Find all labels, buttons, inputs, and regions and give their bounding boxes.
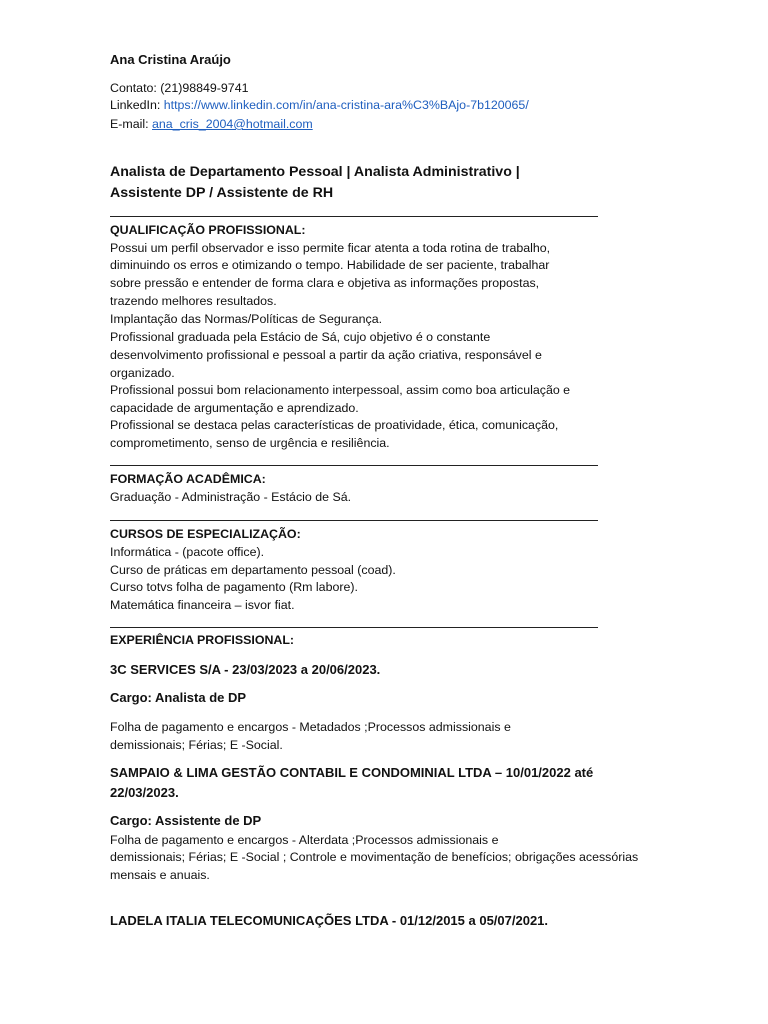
linkedin-label: LinkedIn: (110, 98, 161, 112)
contact-email-line (110, 116, 313, 132)
email-label: E-mail: (110, 117, 149, 131)
phone-label: Contato: (110, 81, 157, 95)
job-description-line: Folha de pagamento e encargos - Alterdata ;Processos admissionais e (110, 833, 499, 847)
job-description-line: demissionais; Férias; E -Social. (110, 738, 283, 752)
section-divider (110, 520, 598, 521)
job-description-line: mensais e anuais. (110, 868, 210, 882)
qualification-line: trazendo melhores resultados. (110, 294, 277, 308)
qualification-line: desenvolvimento profissional e pessoal a partir da ação criativa, responsável e (110, 348, 542, 362)
section-divider (110, 627, 598, 628)
experience-title: EXPERIÊNCIA PROFISSIONAL: (110, 633, 295, 647)
phone-value: (21)98849-9741 (160, 81, 249, 95)
qualification-line: Profissional se destaca pelas características de proatividade, ética, comunicação, (110, 418, 559, 432)
job-description-line: demissionais; Férias; E -Social ; Controle e movimentação de benefícios; obrigações acessórias (110, 850, 639, 864)
qualification-line: Profissional graduada pela Estácio de Sá, cujo objetivo é o constante (110, 330, 491, 344)
job-description-line: Folha de pagamento e encargos - Metadados ;Processos admissionais e (110, 720, 511, 734)
qualification-line: comprometimento, senso de urgência e resiliência. (110, 436, 390, 450)
qualification-line: organizado. (110, 366, 175, 380)
course-item: Curso totvs folha de pagamento (Rm labore). (110, 580, 358, 594)
contact-phone-line (110, 80, 248, 96)
section-divider (110, 216, 598, 217)
qualification-line: capacidade de argumentação e aprendizado. (110, 401, 359, 415)
qualification-line: Implantação das Normas/Políticas de Segurança. (110, 312, 383, 326)
headline-line-1: Analista de Departamento Pessoal | Analista Administrativo | (110, 164, 520, 180)
headline-line-2: Assistente DP / Assistente de RH (110, 185, 334, 201)
qualification-line: Possui um perfil observador e isso permite ficar atenta a toda rotina de trabalho, (110, 241, 551, 255)
job-company: SAMPAIO & LIMA GESTÃO CONTABIL E CONDOMINIAL LTDA – 10/01/2022 até (110, 765, 594, 780)
section-divider (110, 465, 598, 466)
education-line: Graduação - Administração - Estácio de Sá. (110, 490, 352, 504)
linkedin-link[interactable]: https://www.linkedin.com/in/ana-cristina-ara%C3%BAjo-7b120065/ (163, 98, 529, 112)
courses-title: CURSOS DE ESPECIALIZAÇÃO: (110, 527, 301, 541)
qualification-line: diminuindo os erros e otimizando o tempo. Habilidade de ser paciente, trabalhar (110, 258, 550, 272)
contact-linkedin-line (110, 97, 529, 113)
email-link[interactable]: ana_cris_2004@hotmail.com (152, 117, 313, 131)
qualification-line: sobre pressão e entender de forma clara e objetiva as informações propostas, (110, 276, 540, 290)
job-role: Cargo: Analista de DP (110, 690, 247, 705)
course-item: Curso de práticas em departamento pessoal (coad). (110, 563, 396, 577)
job-company: LADELA ITALIA TELECOMUNICAÇÕES LTDA - 01/12/2015 a 05/07/2021. (110, 913, 549, 928)
qualification-title: QUALIFICAÇÃO PROFISSIONAL: (110, 223, 306, 237)
candidate-name: Ana Cristina Araújo (110, 52, 231, 67)
job-role: Cargo: Assistente de DP (110, 813, 262, 828)
job-company: 3C SERVICES S/A - 23/03/2023 a 20/06/2023. (110, 662, 381, 677)
job-company: 22/03/2023. (110, 785, 179, 800)
course-item: Informática - (pacote office). (110, 545, 265, 559)
course-item: Matemática financeira – isvor fiat. (110, 598, 295, 612)
qualification-line: Profissional possui bom relacionamento interpessoal, assim como boa articulação e (110, 383, 571, 397)
education-title: FORMAÇÃO ACADÊMICA: (110, 472, 266, 486)
